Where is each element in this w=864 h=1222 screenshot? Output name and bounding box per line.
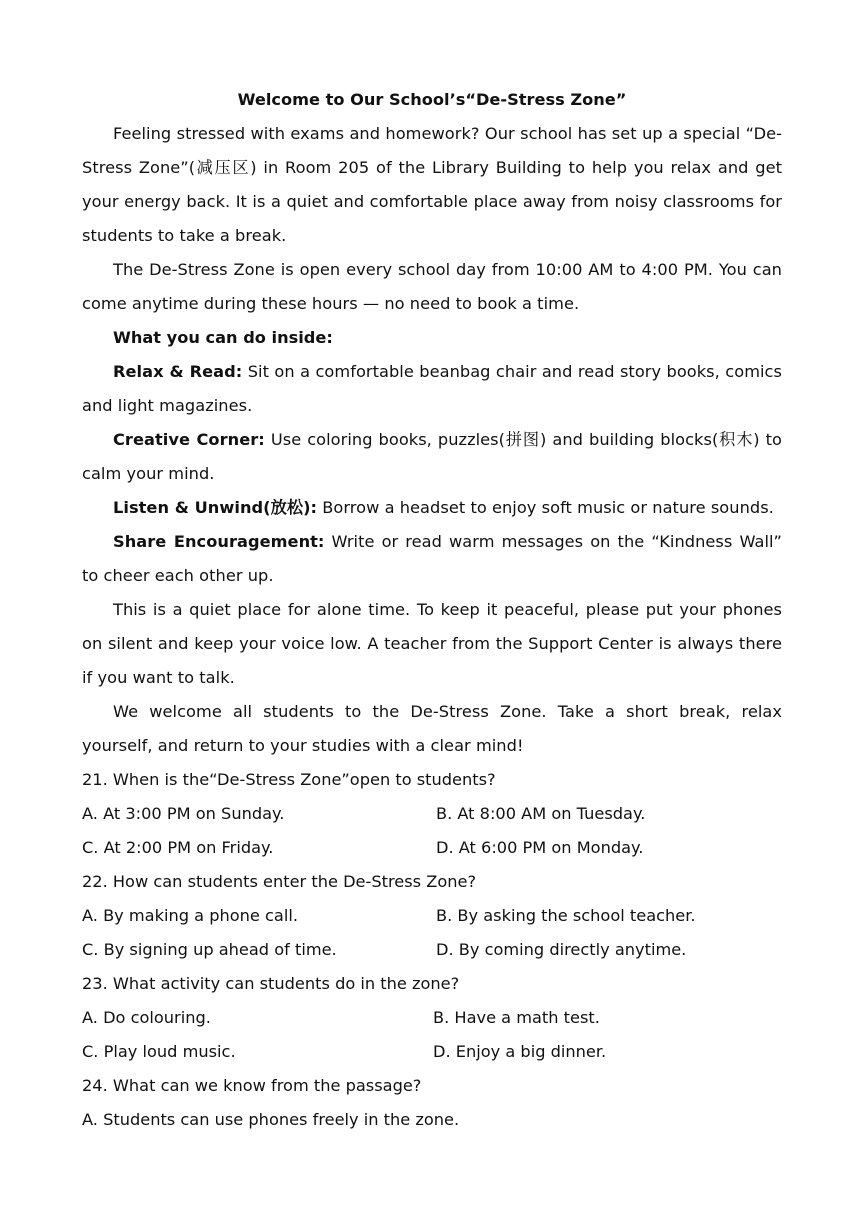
activity-listen-unwind [82,491,782,525]
option-row [82,1001,782,1035]
page-title: Welcome to Our School’s“De-Stress Zone” [237,90,627,109]
question-stem: 22. How can students enter the De-Stress Zone? [82,872,477,891]
option-d: D. At 6:00 PM on Monday. [436,838,644,857]
intro-paragraph: Feeling stressed with exams and homework? Our school has set up a special “De-Stress Zone”(减压区) in Room 205 of the Library Building to help you relax and get your energy back. It is a quiet and comfortable place away from noisy classrooms for students to take a break. [82,124,782,245]
activity-text: Write or read warm messages on the “Kindness Wall” to cheer each other up. [82,532,782,585]
rules-paragraph: This is a quiet place for alone time. To keep it peaceful, please put your phones on silent and keep your voice low. A teacher from the Support Center is always there if you want to talk. [82,600,782,687]
option-b: B. By asking the school teacher. [436,906,696,925]
option-a: A. By making a phone call. [82,906,298,925]
option-c: C. By signing up ahead of time. [82,940,337,959]
activity-label: Listen & Unwind(放松): [113,498,318,517]
hours-paragraph: The De-Stress Zone is open every school day from 10:00 AM to 4:00 PM. You can come anytime during these hours — no need to book a time. [82,260,782,313]
activity-label: Creative Corner: [113,430,265,449]
activity-label: Relax & Read: [113,362,243,381]
activity-text: Use coloring books, puzzles(拼图) and building blocks(积木) to calm your mind. [82,430,783,483]
activity-share-encouragement [82,525,782,593]
option-row [82,899,782,933]
option-d: D. Enjoy a big dinner. [433,1042,607,1061]
option-b: B. Have a math test. [433,1008,600,1027]
option-row [82,797,782,831]
option-b: B. At 8:00 AM on Tuesday. [436,804,646,823]
question-stem: 21. When is the“De-Stress Zone”open to students? [82,770,496,789]
option-d: D. By coming directly anytime. [436,940,687,959]
option-a: A. Do colouring. [82,1008,211,1027]
option-c: C. At 2:00 PM on Friday. [82,838,274,857]
option-a: A. Students can use phones freely in the zone. [82,1110,460,1129]
activity-text: Borrow a headset to enjoy soft music or nature sounds. [317,498,774,517]
option-c: C. Play loud music. [82,1042,236,1061]
activity-relax-read [82,355,782,423]
question-stem: 23. What activity can students do in the zone? [82,974,460,993]
option-row [82,831,782,865]
activity-label: Share Encouragement: [113,532,325,551]
option-row [82,933,782,967]
question-stem: 24. What can we know from the passage? [82,1076,422,1095]
activity-creative-corner [82,423,782,491]
activity-text: Sit on a comfortable beanbag chair and read story books, comics and light magazines. [82,362,782,415]
document-page [82,82,782,1137]
option-row [82,1035,782,1069]
activities-heading: What you can do inside: [113,328,333,347]
closing-paragraph: We welcome all students to the De-Stress Zone. Take a short break, relax yourself, and return to your studies with a clear mind! [82,702,782,755]
option-a: A. At 3:00 PM on Sunday. [82,804,285,823]
